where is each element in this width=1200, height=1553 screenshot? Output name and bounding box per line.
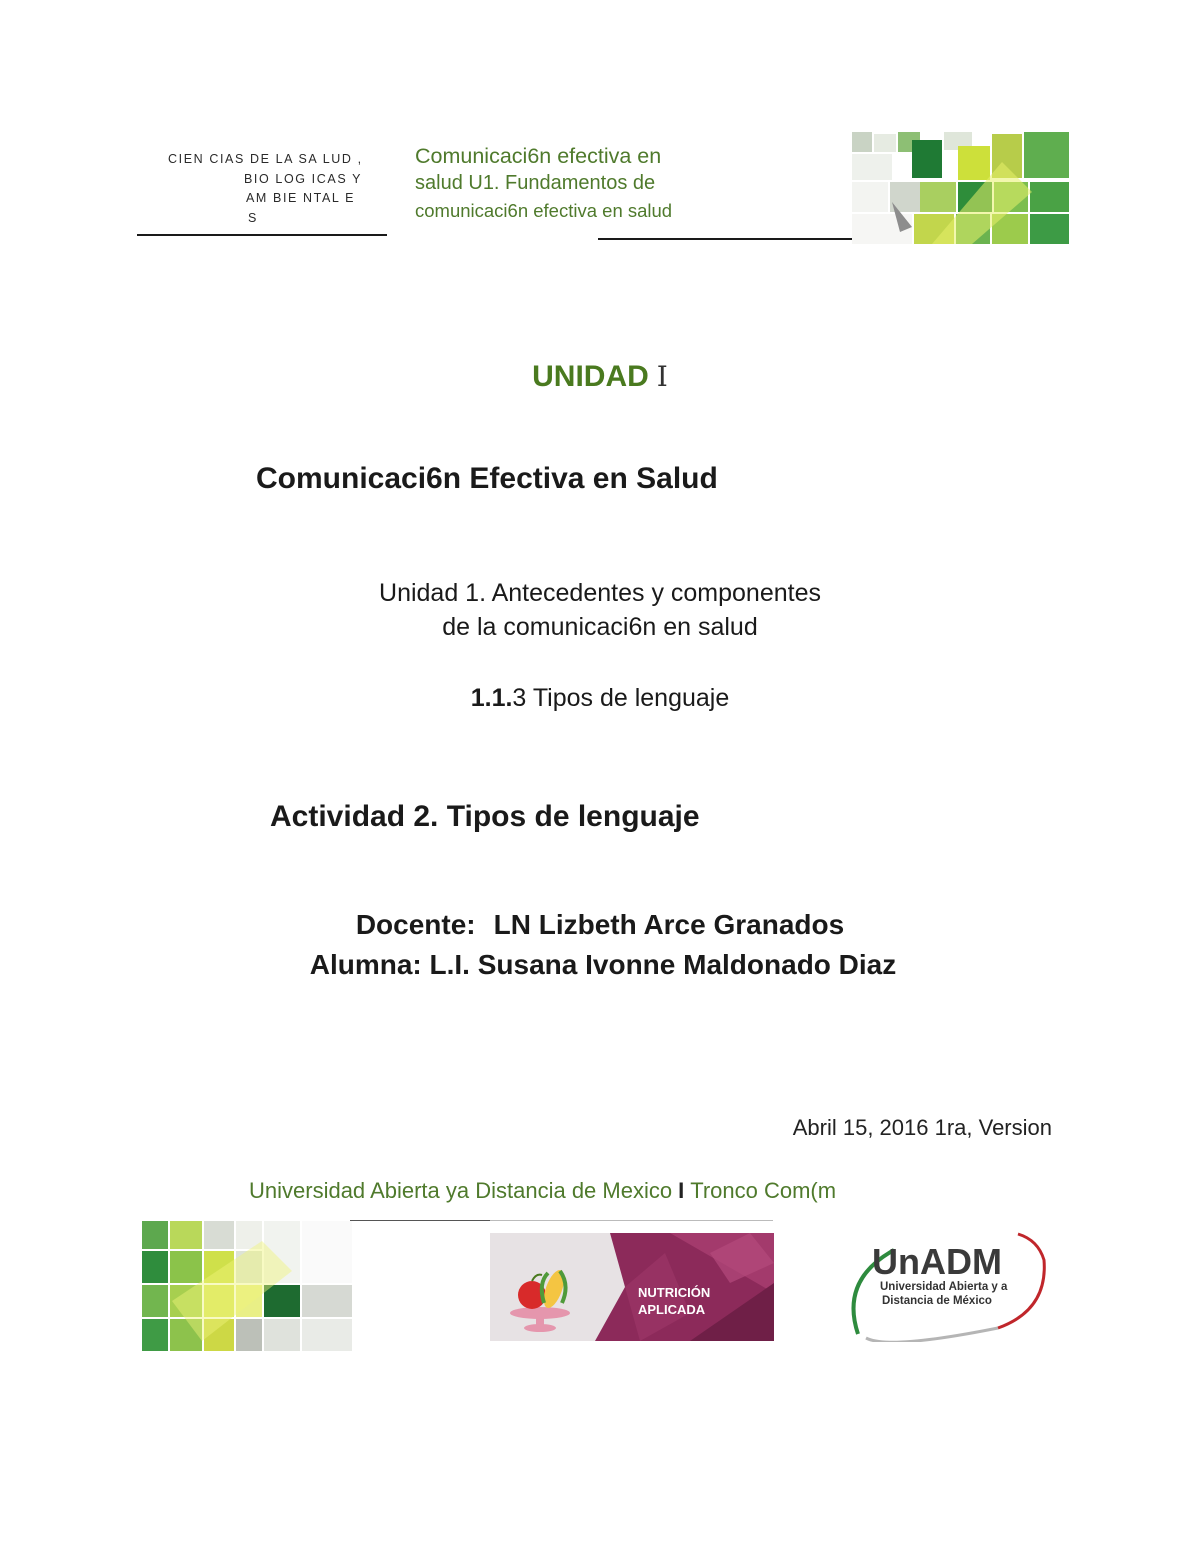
department-name <box>168 150 383 228</box>
department-line: CIEN CIAS DE LA SA LUD , <box>168 152 363 166</box>
subject-title: Comunicaci6n Efectiva en Salud <box>256 462 718 495</box>
teacher-name: LN Lizbeth Arce Granados <box>493 909 845 940</box>
teacher-line <box>0 905 1200 945</box>
unit-description <box>0 576 1200 644</box>
unit-title <box>0 360 1200 394</box>
header-rule-right <box>598 238 854 240</box>
student-name: L.I. Susana Ivonne Maldonado Diaz <box>429 949 897 980</box>
teacher-label: Docente: <box>355 909 476 940</box>
topic-title <box>0 684 1200 713</box>
university-name: Universidad Abierta ya Distancia de Mexico <box>249 1178 673 1203</box>
people-block <box>0 905 1200 985</box>
footer-university <box>249 1178 836 1204</box>
topic-text: 3 Tipos de lenguaje <box>512 684 730 712</box>
unit-roman-numeral: I <box>656 360 668 393</box>
footer-rule-left <box>350 1220 490 1221</box>
nutricion-aplicada-banner <box>490 1233 774 1341</box>
header-rule-left <box>137 234 387 236</box>
header-mosaic-banner <box>852 132 1069 244</box>
unadm-logo <box>848 1230 1052 1342</box>
course-line: comunicaci6n efectiva en salud <box>415 200 673 221</box>
unadm-subtitle-line2: Distancia de México <box>882 1295 992 1307</box>
nutrition-line2: APLICADA <box>638 1302 706 1317</box>
activity-title: Actividad 2. Tipos de lenguaje <box>270 800 700 833</box>
footer-separator: I <box>678 1178 685 1203</box>
unit-description-line: Unidad 1. Antecedentes y componentes <box>379 579 821 607</box>
course-line: Comunicaci6n efectiva en <box>415 144 662 168</box>
department-line: AM BIE NTAL E <box>246 191 356 205</box>
department-line: BIO LOG ICAS Y <box>244 171 363 186</box>
course-title <box>415 143 745 224</box>
nutrition-line1: NUTRICIÓN <box>638 1285 711 1300</box>
unadm-subtitle-line1: Universidad Abierta y a <box>880 1281 1008 1293</box>
unadm-title: UnADM <box>872 1241 1002 1282</box>
unit-description-line: de la comunicaci6n en salud <box>442 613 758 641</box>
student-line <box>0 945 1200 985</box>
unit-label: UNIDAD <box>532 360 649 393</box>
program-name: Tronco Com(m <box>690 1178 837 1203</box>
student-label: Alumna: <box>309 949 422 980</box>
footer-mosaic-banner <box>142 1221 352 1351</box>
department-line: S <box>248 210 258 225</box>
topic-number: 1.1. <box>470 684 513 712</box>
footer-rule-right <box>490 1220 773 1221</box>
course-line: salud U1. Fundamentos de <box>415 172 656 194</box>
document-date: Abril 15, 2016 1ra, Version <box>792 1115 1052 1140</box>
